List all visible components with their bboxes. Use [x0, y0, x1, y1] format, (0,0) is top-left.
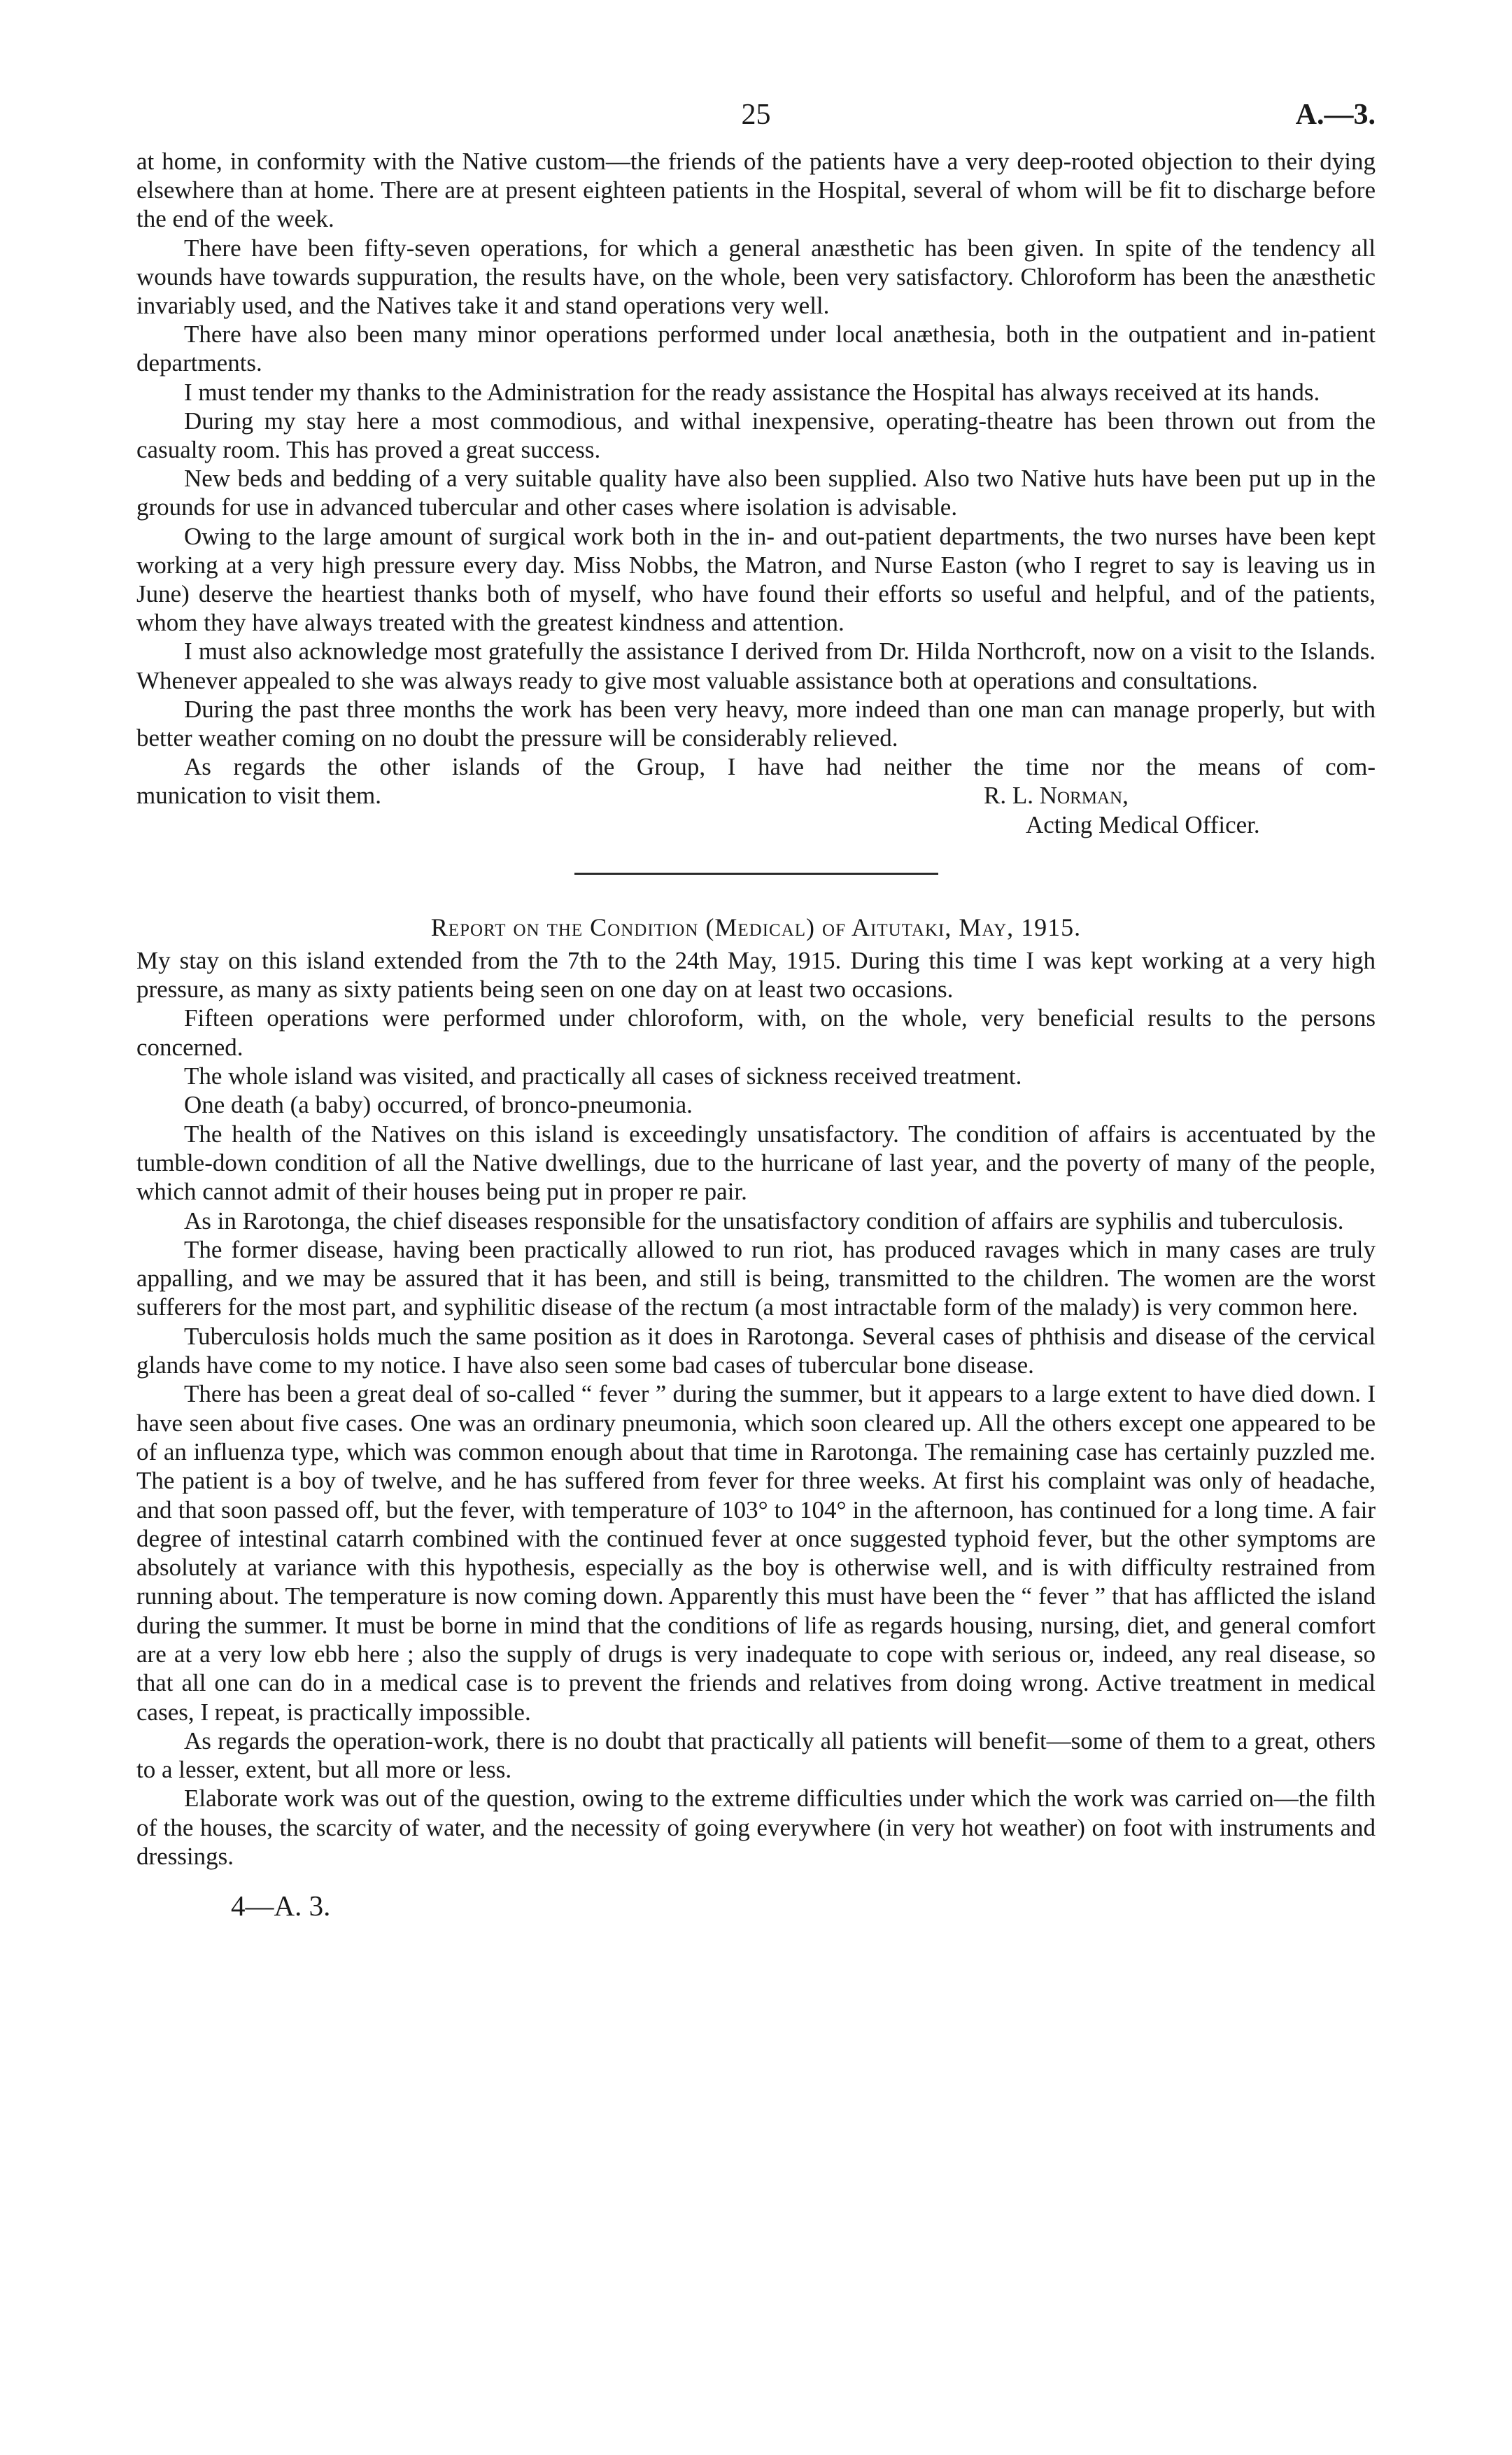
paragraph: Owing to the large amount of surgical work both in the in- and out-patient departments, the two nurses have been kept working at a very high pressure every day. Miss Nobbs, the Matron, and Nurse Easton (who I regret to say is leaving us in June) deserve the heartiest thanks both of myself, who have found their efforts so useful and helpful, and of the patients, whom they have always treated with the greatest kindness and attention. [136, 522, 1376, 637]
section-aitutaki-report [136, 913, 1376, 1871]
paragraph-continuation: munication to visit them. [136, 782, 381, 810]
paragraph: My stay on this island extended from the 7th to the 24th May, 1915. During this time I was kept working at a very high pressure, as many as sixty patients being seen on one day on at least two occasions. [136, 946, 1376, 1004]
section-divider [574, 873, 938, 875]
section-rarotonga-report [136, 147, 1376, 839]
paragraph: The former disease, having been practically allowed to run riot, has produced ravages which in many cases are truly appalling, and we may be assured that it has been, and still is being, transmitted to the children. The women are the worst sufferers for the most part, and syphilitic disease of the rectum (a most intractable form of the malady) is very common here. [136, 1235, 1376, 1321]
paragraph: One death (a baby) occurred, of bronco-pneumonia. [184, 1091, 693, 1119]
paragraph: at home, in conformity with the Native custom—the friends of the patients have a very deep-rooted objection to their dying elsewhere than at home. There are at present eighteen patients in the Hospital, several of whom will be fit to discharge before the end of the week. [136, 148, 1376, 233]
paragraph: During the past three months the work has been very heavy, more indeed than one man can manage properly, but with better weather coming on no doubt the pressure will be considerably relieved. [136, 695, 1376, 752]
paragraph: I must also acknowledge most gratefully the assistance I derived from Dr. Hilda Northcroft, now on a visit to the Islands. Whenever appealed to she was always ready to give most valuable assistance both at operations and consultations. [136, 638, 1376, 694]
paragraph: There have also been many minor operations performed under local anæthesia, both in the outpatient and in-patient departments. [136, 321, 1376, 377]
paragraph: Tuberculosis holds much the same position as it does in Rarotonga. Several cases of phthisis and disease of the cervical glands have come to my notice. I have also seen some bad cases of tubercular bone disease. [136, 1322, 1376, 1379]
paragraph: There has been a great deal of so-called “ fever ” during the summer, but it appears to a large extent to have died down. I have seen about five cases. One was an ordinary pneumonia, which soon cleared up. All the others except one appeared to be of an influenza type, which was common enough about that time in Rarotonga. The remaining case has certainly puzzled me. The patient is a boy of twelve, and he has suffered from fever for three weeks. At first his complaint was only of headache, and that soon passed off, but the fever, with temperature of 103° to 104° in the afternoon, has continued for a long time. A fair degree of intestinal catarrh combined with the continued fever at once suggested typhoid fever, but the other symptoms are absolutely at variance with this hypothesis, especially as the boy is otherwise well, and is with difficulty restrained from running about. The temperature is now coming down. Apparently this must have been the “ fever ” that has afflicted the island during the summer. It must be borne in mind that the conditions of life as regards housing, nursing, diet, and general comfort are at a very low ebb here ; also the supply of drugs is very inadequate to cope with serious or, indeed, any real disease, so that all one can do in a medical case is to prevent the friends and relatives from doing wrong. Active treatment in medical cases, I repeat, is practically impossible. [136, 1380, 1376, 1726]
page-number: 25 [741, 99, 771, 131]
printer-signature-mark: 4—A. 3. [231, 1890, 331, 1922]
signature-title: Acting Medical Officer. [1026, 810, 1260, 838]
paragraph: During my stay here a most commodious, and withal inexpensive, operating-theatre has been thrown out from the casualty room. This has proved a great success. [136, 407, 1376, 464]
paragraph: The health of the Natives on this island is exceedingly unsatisfactory. The condition of affairs is accentuated by the tumble-down condition of all the Native dwellings, due to the hurricane of last year, and the poverty of many of the people, which cannot admit of their houses being put in proper re pair. [136, 1120, 1376, 1206]
paragraph: As in Rarotonga, the chief diseases responsible for the unsatisfactory condition of affairs are syphilis and tuberculosis. [184, 1207, 1344, 1234]
signature-name: R. L. Norman, [984, 782, 1129, 810]
paragraph: I must tender my thanks to the Administration for the ready assistance the Hospital has always received at its hands. [184, 378, 1320, 406]
report-title: Report on the Condition (Medical) of Aitutaki, May, 1915. [430, 913, 1082, 941]
closing-paragraph-with-signature [136, 752, 1376, 839]
paragraph: New beds and bedding of a very suitable quality have also been supplied. Also two Native huts have been put up in the grounds for use in advanced tubercular and other cases where isolation is advisable. [136, 465, 1376, 521]
paragraph: The whole island was visited, and practically all cases of sickness received treatment. [184, 1062, 1022, 1090]
page-header [136, 98, 1376, 147]
paragraph: As regards the operation-work, there is no doubt that practically all patients will benefit—some of them to a great, others to a lesser, extent, but all more or less. [136, 1726, 1376, 1784]
paragraph: Elaborate work was out of the question, owing to the extreme difficulties under which the work was carried on—the filth of the houses, the scarcity of water, and the necessity of going everywhere (in very hot weather) on foot with instruments and dressings. [136, 1785, 1376, 1871]
paragraph: Fifteen operations were performed under chloroform, with, on the whole, very beneficial results to the persons concerned. [136, 1004, 1376, 1061]
paragraph: There have been fifty-seven operations, for which a general anæsthetic has been given. In spite of the tendency all wounds have towards suppuration, the results have, on the whole, been very satisfactory. Chloroform has been the anæsthetic invariably used, and the Natives take it and stand operations very well. [136, 234, 1376, 320]
paragraph: As regards the other islands of the Group, I have had neither the time nor the means of com- [184, 753, 1376, 781]
document-reference: A.—3. [1295, 99, 1376, 131]
